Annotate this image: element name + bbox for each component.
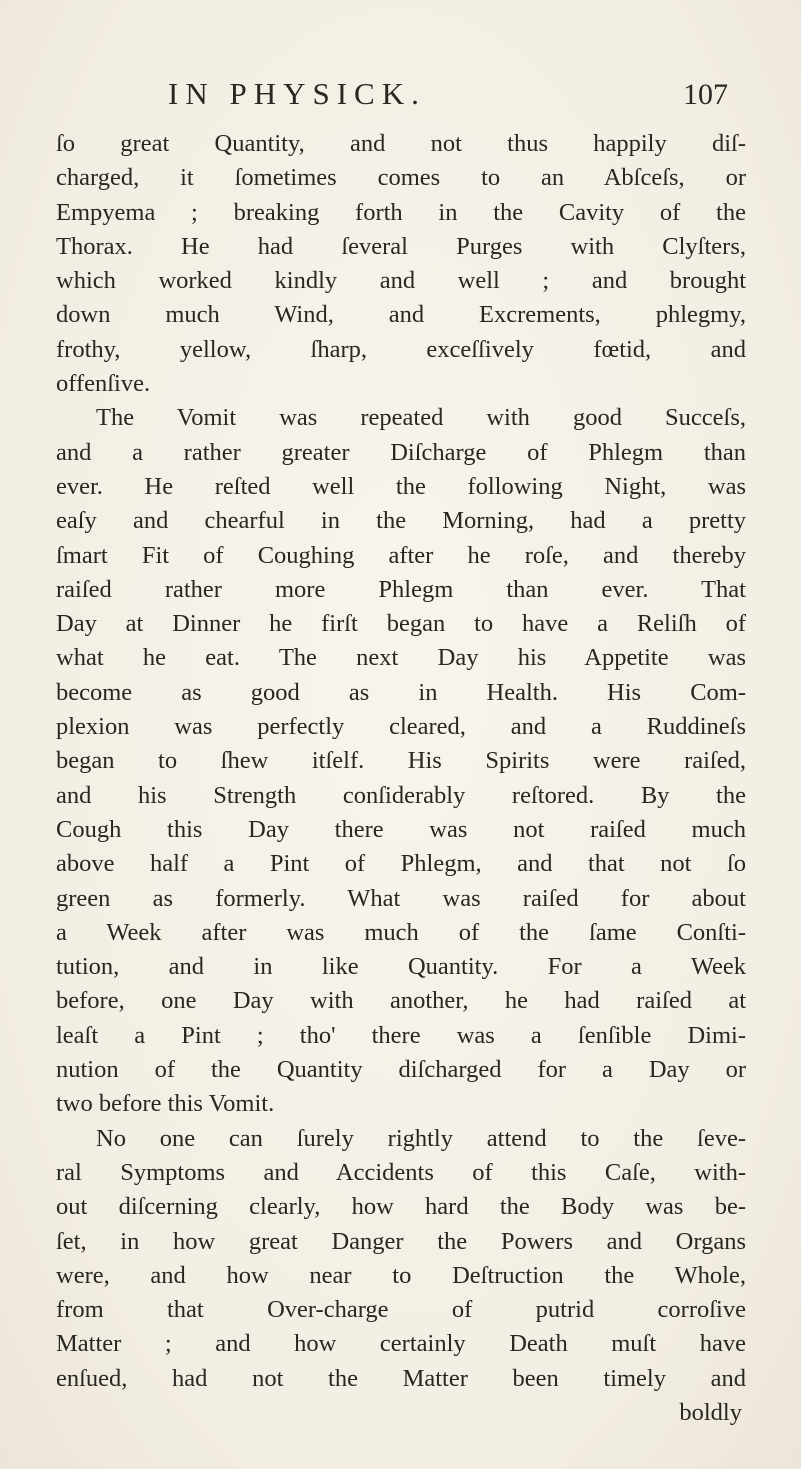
text-line: out diſcerning clearly, how hard the Body was be- [56,1193,746,1221]
text-line: nution of the Quantity diſcharged for a Day or [56,1056,746,1084]
text-line: which worked kindly and well ; and brought [56,267,746,295]
running-head: IN PHYSICK. [168,76,426,111]
text-line: Cough this Day there was not raiſed much [56,815,746,843]
text-line: eaſy and chearful in the Morning, had a pretty [56,507,746,535]
text-line: ral Symptoms and Accidents of this Caſe, with- [56,1158,746,1186]
text-line: become as good as in Health. His Com- [56,678,746,706]
text-line: Empyema ; breaking forth in the Cavity of the [56,198,746,226]
text-line: offenſive. [56,370,151,398]
page-number: 107 [683,78,728,111]
text-line: what he eat. The next Day his Appetite was [56,644,746,672]
text-line: and a rather greater Diſcharge of Phlegm than [56,438,746,466]
text-line: plexion was perfectly cleared, and a Ruddineſs [56,713,746,741]
text-line: ſo great Quantity, and not thus happily diſ- [56,130,746,157]
body-text [56,127,746,1430]
text-line: green as formerly. What was raiſed for about [56,884,746,912]
text-line: Thorax. He had ſeveral Purges with Clyſters, [56,232,746,260]
text-line: Matter ; and how certainly Death muſt have [56,1330,746,1358]
text-line: charged, it ſometimes comes to an Abſceſs, or [56,164,746,192]
text-line: down much Wind, and Excrements, phlegmy, [56,301,746,329]
paragraph-start-line: The Vomit was repeated with good Succeſs, [96,404,746,432]
text-line: leaſt a Pint ; tho' there was a ſenſible Dimi- [56,1021,746,1049]
text-line: Day at Dinner he firſt began to have a Reliſh of [56,610,746,638]
text-line: and his Strength conſiderably reſtored. By the [56,781,746,809]
text-line: began to ſhew itſelf. His Spirits were raiſed, [56,747,746,775]
text-line: raiſed rather more Phlegm than ever. That [56,575,746,603]
text-line: were, and how near to Deſtruction the Whole, [56,1261,746,1289]
text-line: a Week after was much of the ſame Conſti- [56,918,746,946]
text-line: frothy, yellow, ſharp, exceſſively fœtid, and [56,335,746,363]
text-line: tution, and in like Quantity. For a Week [56,953,746,981]
text-line: enſued, had not the Matter been timely and [56,1364,746,1392]
text-line: ſet, in how great Danger the Powers and Organs [56,1227,746,1255]
page-header [168,76,728,116]
catchword: boldly [679,1398,742,1426]
text-line: two before this Vomit. [56,1090,275,1118]
text-line: ever. He reſted well the following Night, was [56,472,746,500]
text-line: before, one Day with another, he had raiſed at [56,987,746,1015]
paragraph-start-line: No one can ſurely rightly attend to the ſeve- [96,1124,746,1152]
text-line: ſmart Fit of Coughing after he roſe, and thereby [56,541,746,569]
text-line: from that Over-charge of putrid corroſive [56,1296,746,1324]
text-line: above half a Pint of Phlegm, and that not ſo [56,850,746,878]
